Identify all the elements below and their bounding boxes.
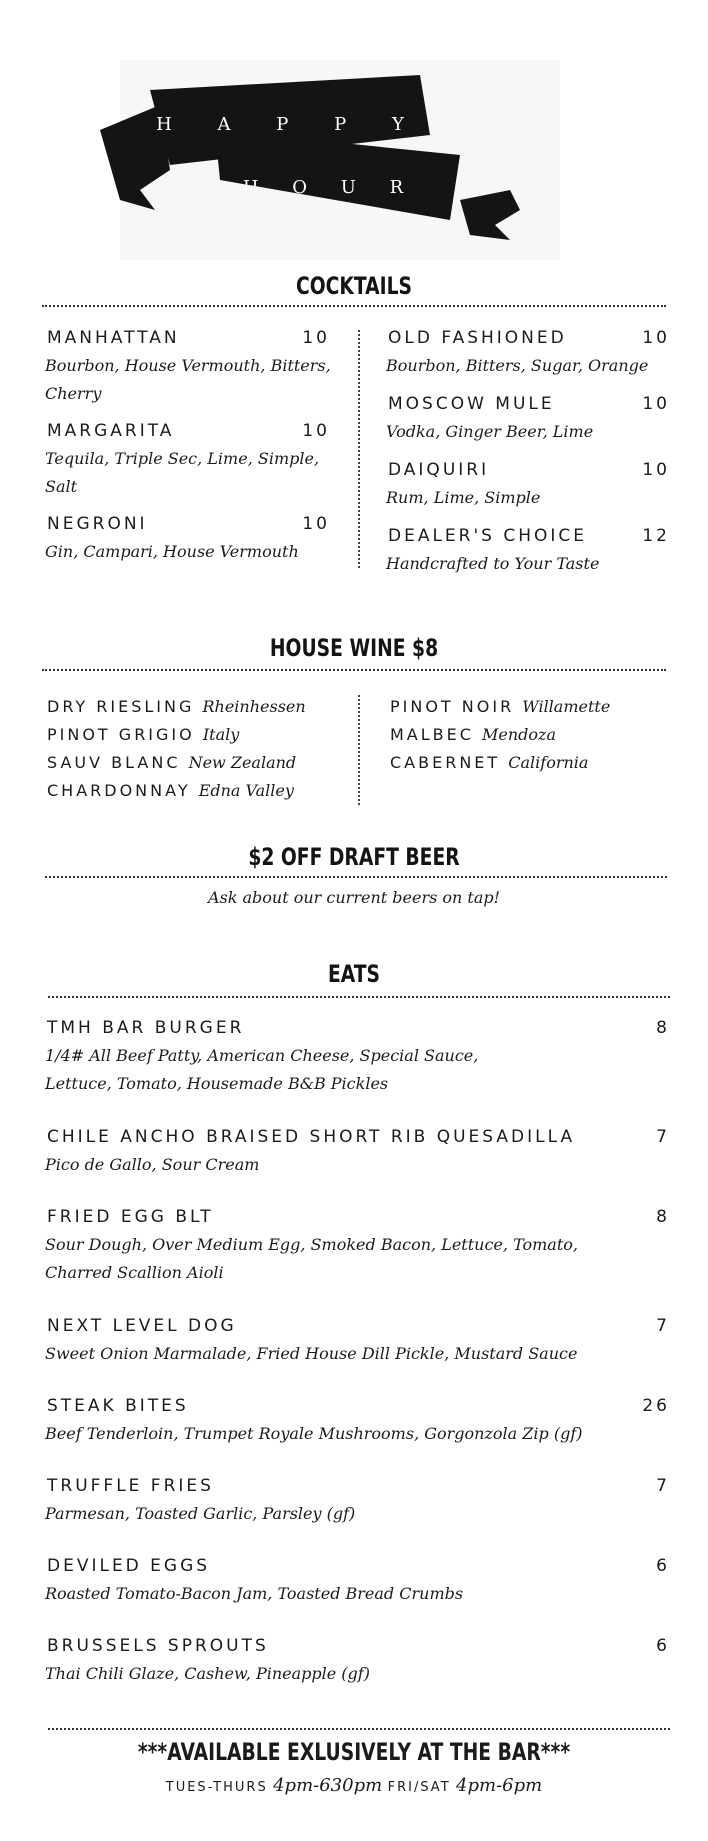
banner-word-hour: H O U R — [242, 177, 418, 198]
wine-item: CABERNET California — [390, 753, 589, 772]
cocktail-desc: Gin, Campari, House Vermouth — [45, 542, 299, 561]
eats-item-name: DEVILED EGGS — [47, 1556, 211, 1576]
cocktail-name: DEALER'S CHOICE — [388, 526, 588, 546]
cocktail-desc: Tequila, Triple Sec, Lime, Simple, Salt — [45, 449, 320, 496]
cocktail-price: 12 — [642, 526, 670, 546]
divider — [45, 876, 667, 878]
eats-item-price: 6 — [656, 1636, 670, 1656]
cocktail-price: 10 — [302, 514, 330, 534]
wine-item: CHARDONNAY Edna Valley — [47, 781, 294, 800]
column-divider — [358, 330, 360, 568]
hours-time-2: 4pm-6pm — [456, 1775, 543, 1796]
eats-item-name: CHILE ANCHO BRAISED SHORT RIB QUESADILLA — [47, 1127, 576, 1147]
banner-word-happy: H A P P Y — [156, 114, 424, 135]
wine-heading: HOUSE WINE $8 — [269, 634, 439, 662]
hours-time-1: 4pm-630pm — [273, 1775, 383, 1796]
eats-item-price: 7 — [656, 1127, 670, 1147]
eats-item-desc: Pico de Gallo, Sour Cream — [45, 1155, 260, 1174]
cocktail-price: 10 — [642, 394, 670, 414]
eats-item-desc: Roasted Tomato-Bacon Jam, Toasted Bread Crumbs — [45, 1584, 464, 1603]
eats-item-desc: Lettuce, Tomato, Housemade B&B Pickles — [45, 1074, 389, 1093]
cocktail-price: 10 — [642, 460, 670, 480]
eats-item-desc: Charred Scallion Aioli — [45, 1263, 224, 1282]
cocktail-name: MANHATTAN — [47, 328, 180, 348]
cocktails-heading: COCKTAILS — [295, 272, 413, 300]
cocktail-desc: Bourbon, Bitters, Sugar, Orange — [386, 356, 649, 375]
eats-item-desc: Parmesan, Toasted Garlic, Parsley (gf) — [45, 1504, 356, 1523]
beer-heading: $2 OFF DRAFT BEER — [248, 843, 460, 871]
cocktail-desc: Handcrafted to Your Taste — [386, 554, 600, 573]
column-divider — [358, 695, 360, 805]
wine-item: MALBEC Mendoza — [390, 725, 557, 744]
footer-title: ***AVAILABLE EXLUSIVELY AT THE BAR*** — [137, 1738, 571, 1766]
eats-item-name: NEXT LEVEL DOG — [47, 1316, 237, 1336]
eats-item-name: FRIED EGG BLT — [47, 1207, 214, 1227]
wine-item: DRY RIESLING Rheinhessen — [47, 697, 306, 716]
eats-item-price: 8 — [656, 1018, 670, 1038]
eats-item-name: TRUFFLE FRIES — [47, 1476, 214, 1496]
wine-item: PINOT NOIR Willamette — [390, 697, 611, 716]
divider — [48, 1728, 670, 1730]
eats-item-price: 7 — [656, 1316, 670, 1336]
divider — [42, 305, 666, 307]
eats-item-desc: Beef Tenderloin, Trumpet Royale Mushrooms, Gorgonzola Zip (gf) — [45, 1424, 583, 1443]
beer-note: Ask about our current beers on tap! — [207, 888, 501, 907]
divider — [48, 996, 670, 998]
eats-item-price: 7 — [656, 1476, 670, 1496]
cocktail-desc: Bourbon, House Vermouth, Bitters, Cherry — [45, 356, 331, 403]
eats-item-name: BRUSSELS SPROUTS — [47, 1636, 269, 1656]
eats-item-desc: Thai Chili Glaze, Cashew, Pineapple (gf) — [45, 1664, 370, 1683]
eats-item-name: TMH BAR BURGER — [47, 1018, 245, 1038]
eats-item-name: STEAK BITES — [47, 1396, 189, 1416]
cocktail-name: MOSCOW MULE — [388, 394, 555, 414]
eats-item-price: 8 — [656, 1207, 670, 1227]
cocktail-name: DAIQUIRI — [388, 460, 490, 480]
hours-line — [0, 1775, 708, 1796]
eats-item-price: 26 — [642, 1396, 670, 1416]
cocktail-name: OLD FASHIONED — [388, 328, 567, 348]
cocktail-desc: Vodka, Ginger Beer, Lime — [386, 422, 594, 441]
wine-item: SAUV BLANC New Zealand — [47, 753, 297, 772]
happy-hour-banner — [100, 60, 600, 270]
eats-item-desc: Sour Dough, Over Medium Egg, Smoked Bacon, Lettuce, Tomato, — [45, 1235, 578, 1254]
cocktail-name: NEGRONI — [47, 514, 148, 534]
cocktail-price: 10 — [642, 328, 670, 348]
eats-item-price: 6 — [656, 1556, 670, 1576]
wine-item: PINOT GRIGIO Italy — [47, 725, 240, 744]
hours-days-2: FRI/SAT — [387, 1780, 451, 1795]
cocktail-name: MARGARITA — [47, 421, 175, 441]
cocktail-price: 10 — [302, 328, 330, 348]
divider — [42, 669, 666, 671]
cocktail-price: 10 — [302, 421, 330, 441]
eats-item-desc: 1/4# All Beef Patty, American Cheese, Special Sauce, — [45, 1046, 479, 1065]
cocktail-desc: Rum, Lime, Simple — [386, 488, 541, 507]
eats-item-desc: Sweet Onion Marmalade, Fried House Dill Pickle, Mustard Sauce — [45, 1344, 578, 1363]
eats-heading: EATS — [327, 960, 381, 988]
hours-days-1: TUES-THURS — [165, 1780, 268, 1795]
